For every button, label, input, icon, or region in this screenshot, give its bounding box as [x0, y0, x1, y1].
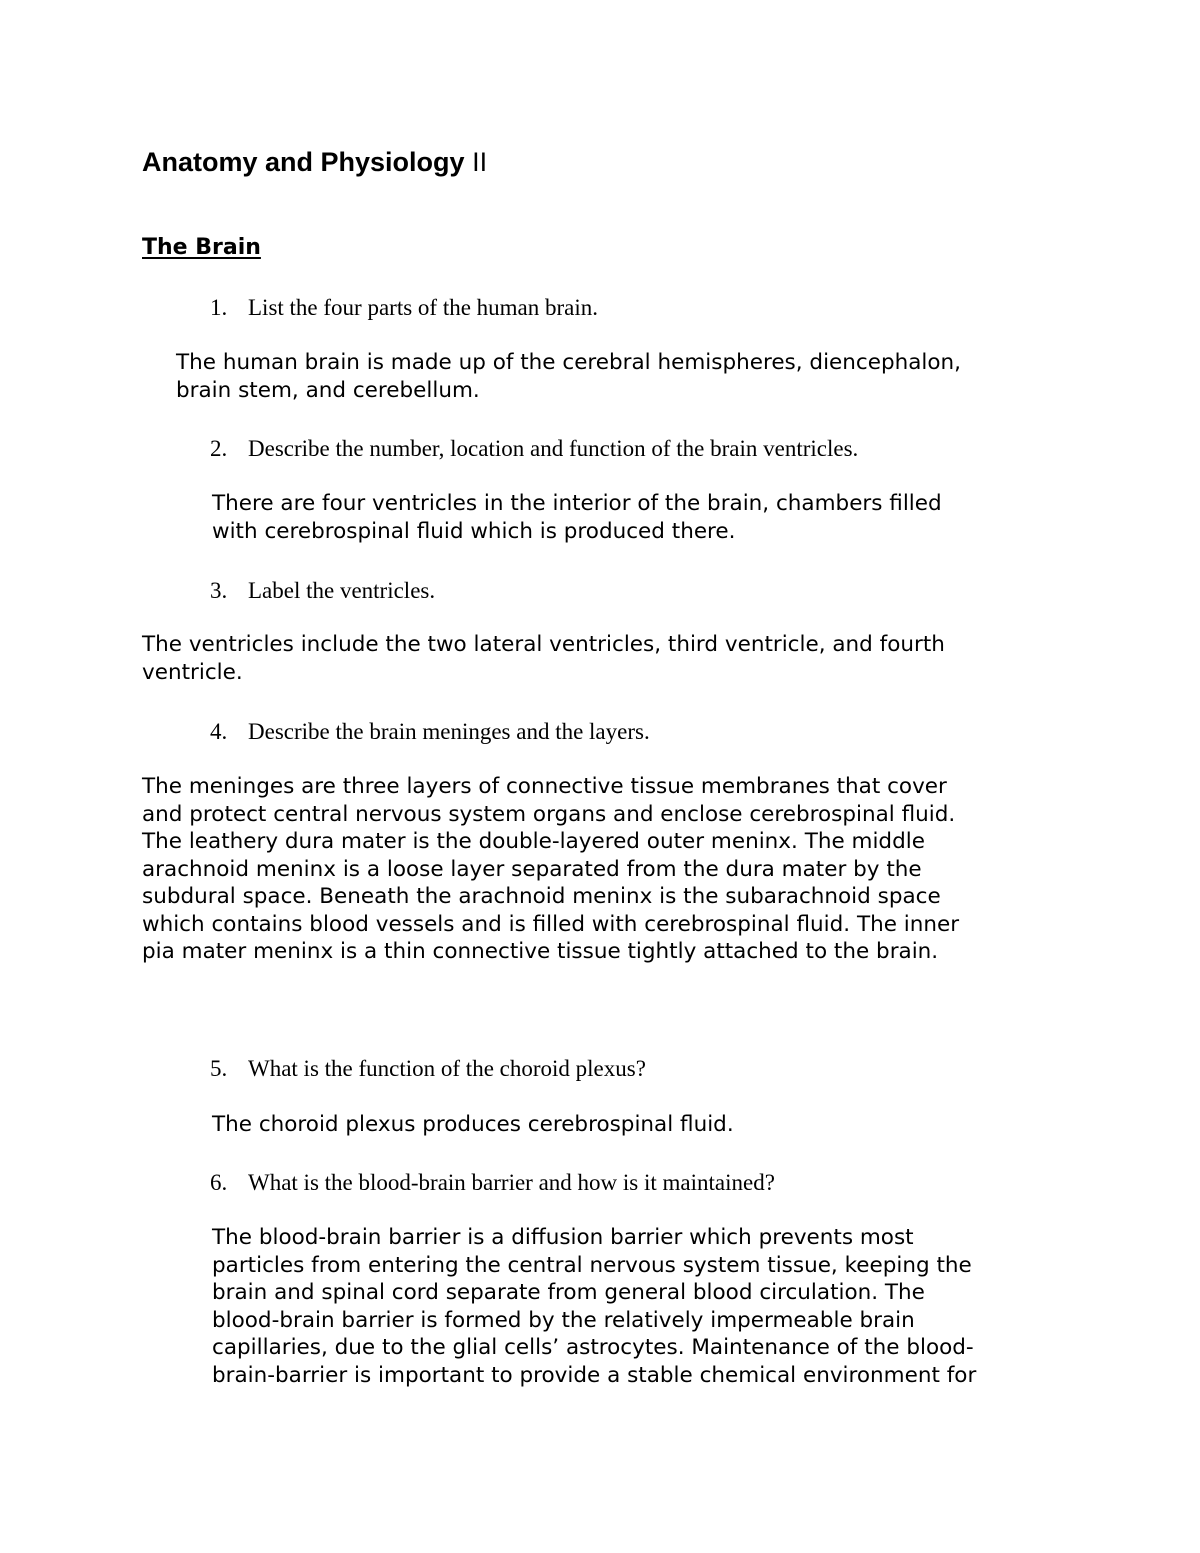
question-number: 4.: [210, 719, 228, 744]
section-heading: The Brain: [142, 235, 261, 260]
answer-2: There are four ventricles in the interior of the brain, chambers filled with cerebrospinal fluid which is produced there.: [212, 491, 942, 544]
page-title-main: Anatomy and Physiology: [142, 147, 465, 177]
question-2: [210, 434, 858, 464]
question-number: 5.: [210, 1056, 228, 1081]
page-title-numeral: II: [472, 147, 488, 177]
question-text: What is the function of the choroid plexus?: [248, 1056, 646, 1081]
answer-3: The ventricles include the two lateral ventricles, third ventricle, and fourth ventricle.: [142, 632, 945, 685]
question-number: 2.: [210, 436, 228, 461]
answer-1: The human brain is made up of the cerebral hemispheres, diencephalon, brain stem, and cerebellum.: [176, 350, 961, 403]
question-text: Label the ventricles.: [248, 578, 436, 603]
answer-5: The choroid plexus produces cerebrospinal fluid.: [212, 1112, 734, 1137]
question-6: [210, 1168, 775, 1198]
question-text: Describe the brain meninges and the layers.: [248, 719, 650, 744]
question-text: List the four parts of the human brain.: [248, 295, 599, 320]
answer-4: The meninges are three layers of connective tissue membranes that cover and protect central nervous system organs and enclose cerebrospinal fluid. The leathery dura mater is the double-layered outer meninx. The middle arachnoid meninx is a loose layer separated from the dura mater by the subdural space. Beneath the arachnoid meninx is the subarachnoid space which contains blood vessels and is filled with cerebrospinal fluid. The inner pia mater meninx is a thin connective tissue tightly attached to the brain.: [142, 774, 960, 964]
question-number: 6.: [210, 1170, 228, 1195]
question-3: [210, 576, 435, 606]
question-text: Describe the number, location and function of the brain ventricles.: [248, 436, 859, 461]
question-4: [210, 717, 650, 747]
question-number: 3.: [210, 578, 228, 603]
question-1: [210, 293, 598, 323]
question-text: What is the blood-brain barrier and how is it maintained?: [248, 1170, 775, 1195]
question-5: [210, 1054, 646, 1084]
question-number: 1.: [210, 295, 228, 320]
answer-6: The blood-brain barrier is a diffusion barrier which prevents most particles from entering the central nervous system tissue, keeping the brain and spinal cord separate from general blood circulation. The blood-brain barrier is formed by the relatively impermeable brain capillaries, due to the glial cells’ astrocytes. Maintenance of the blood- brain-barrier is important to provide a stable chemical environment for: [212, 1225, 977, 1388]
page-title: [142, 143, 487, 181]
